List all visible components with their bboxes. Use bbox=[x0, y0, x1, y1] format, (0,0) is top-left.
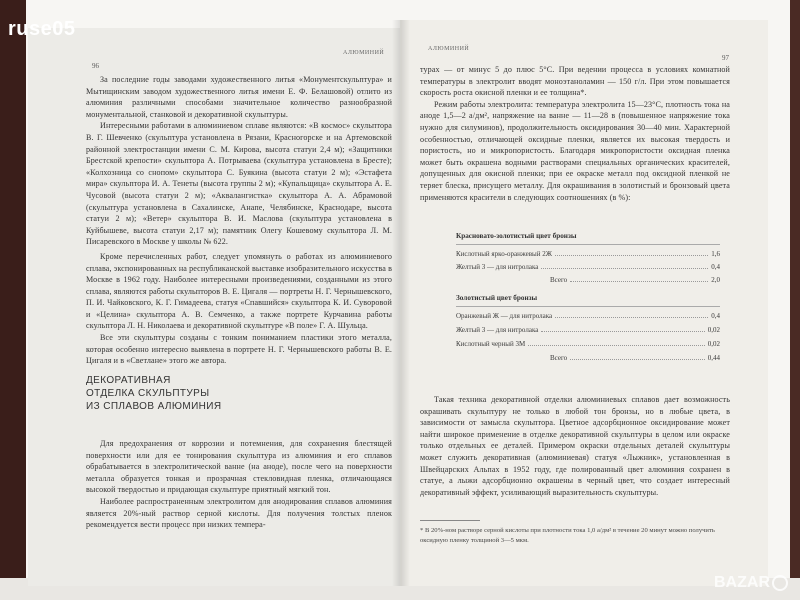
right-running-header: АЛЮМИНИЙ bbox=[428, 46, 470, 52]
brand-circle-icon bbox=[772, 575, 788, 591]
left-page bbox=[28, 28, 400, 586]
dye-name: Желтый 3 — для нитролака bbox=[456, 263, 539, 271]
brand-watermark bbox=[714, 574, 788, 592]
paragraph: Интересными работами в алюминиевом сплаве являются: «В космос» скульптора В. Г. Шевченко (скульптура установлена в Рязани, Красногорске и на Артемовской районной электростанции имени С. М. Кирова, высота статуи 2,4 м); «Защитники Брестской крепости» скульптора А. Потрываева (скульптура установлена в Бресте); «Колхозница со снопом» скульптора С. Буякина (высота статуи 2 м); «Эстафета мира» скульптора И. А. Тенеты (высота группы 2 м); «Купальщица» скульптора А. Е. Чусовой (высота статуи 2 м); «Аквалангистка» скульптора А. А. Абрамовой (скульптура установлена в Сахалинске, Анапе, Челябинске, Краснодаре, высота статуи 2 м); «Ветер» скульптора В. И. Маслова (скульптура установлена в Куйбышеве, высота статуи 2,17 м); памятник Олегу Кошевому скульптора Л. М. Писаревского в Москве у школы № 622. bbox=[86, 121, 392, 247]
left-body-text-2 bbox=[86, 438, 392, 531]
dye-percent: 0,44 bbox=[707, 354, 720, 362]
dye-percent: 0,4 bbox=[711, 263, 720, 271]
dye-name: Всего bbox=[550, 354, 568, 362]
left-body-text bbox=[86, 74, 392, 367]
table-title-reddish-gold: Красновато-золотистый цвет бронзы bbox=[456, 232, 577, 240]
paragraph: Для предохранения от коррозии и потемнения, для сохранения блестящей поверхности или для ее тонирования скульптура из алюминия и его сплавов обрабатывается в электролитической ванне (на аноде), после чего на поверхности металла образуется тонкая и прозрачная стекловидная пленка, отличающаяся высокой твердостью и придающая скульптуре приятный мягкий тон. bbox=[86, 439, 392, 495]
paragraph: Кроме перечисленных работ, следует упомянуть о работах из алюминиевого сплава, экспонированных на республиканской выставке изобразительного искусства в Москве в 1962 году. Наиболее интересными произведениями, созданными из этого сплава, являются работы скульпторов В. Е. Цигаля — портреты Н. Г. Чернышевского, П. И. Чайковского, К. Г. Гимадеева, статуя «Спавшийся» скульптора К. И. Суворовой и «Целина» скульптора А. В. Семченко, а также портрете Курчавина работы скульптора Л. Н. Николаева и декоративной скульптуре «В поле» Г. А. Шульца. bbox=[86, 251, 392, 331]
right-body-text bbox=[420, 64, 730, 203]
section-heading-line: ДЕКОРАТИВНАЯ bbox=[86, 375, 171, 386]
table-title-gold: Золотистый цвет бронзы bbox=[456, 294, 538, 302]
dye-percent: 0,4 bbox=[711, 312, 720, 320]
dye-percent: 1,6 bbox=[711, 250, 720, 258]
table-row bbox=[456, 263, 720, 271]
left-page-number: 96 bbox=[92, 62, 99, 70]
dye-percent: 2,0 bbox=[711, 276, 720, 284]
dye-percent: 0,02 bbox=[707, 326, 720, 334]
dye-name: Желтый 3 — для нитролака bbox=[456, 326, 539, 334]
dye-name: Всего bbox=[550, 276, 568, 284]
section-heading-line: ОТДЕЛКА СКУЛЬПТУРЫ bbox=[86, 388, 210, 399]
right-page bbox=[400, 20, 768, 586]
table-rule bbox=[456, 306, 720, 307]
brand-watermark-text: BAZAR bbox=[714, 574, 770, 591]
site-watermark: ruse05 bbox=[8, 18, 76, 40]
dye-name: Кислотный черный 3М bbox=[456, 340, 526, 348]
paragraph: За последние годы заводами художественного литья «Монументскульптура» и Мытищинским заводом художественного литья имени Е. Ф. Белашовой) отлито из алюминия различными способами значительное количество разнообразной монументальной, станковой и декоративной скульптуры. bbox=[86, 75, 392, 119]
section-heading-line: ИЗ СПЛАВОВ АЛЮМИНИЯ bbox=[86, 401, 222, 412]
dye-percent: 0,02 bbox=[707, 340, 720, 348]
footnote: * В 20%-ном растворе серной кислоты при плотности тока 1,0 а/дм² в течение 20 минут можно получить оксидную пленку толщиной 3—5 мкм. bbox=[420, 527, 715, 544]
book-cover-left bbox=[0, 0, 26, 600]
left-running-header: АЛЮМИНИЙ bbox=[343, 50, 385, 56]
table-row bbox=[456, 312, 720, 320]
table-row bbox=[456, 340, 720, 348]
right-body-text-2 bbox=[420, 394, 730, 498]
paragraph: Такая техника декоративной отделки алюминиевых сплавов дает возможность окрашивать скульптуру не только в любой тон бронзы, но в любые цвета, в зависимости от замысла скульптора. Цветное адсорбционное оксидирование может найти широкое применение в отделке декоративной скульптуры в целом или окраске только отдельных ее деталей. Примером окраски отдельных деталей скульптуры может служить декоративная (алюминиевая) статуя «Лыжник», установленная в Швейцарских Альпах в 1952 году, где полированный цвет алюминия сохранен в статуе, а лыжи адсорбционно окрашены в черный цвет, что создает интересный декоративный эффект, усиливающий выразительность скульптуры. bbox=[420, 395, 730, 497]
dye-name: Кислотный ярко-оранжевый 2Ж bbox=[456, 250, 553, 258]
table-rule bbox=[456, 244, 720, 245]
table-row-total bbox=[550, 354, 720, 362]
book-cover-right bbox=[790, 0, 800, 600]
table-row-total bbox=[550, 276, 720, 284]
paragraph: турах — от минус 5 до плюс 5°С. При ведении процесса в условиях комнатной температуры в электролит вводят моноэтаноламин — 150 г/л. При этом повышается скорость роста окисной пленки и ее толщина*. bbox=[420, 65, 730, 98]
paragraph: Наиболее распространенным электролитом для анодирования сплавов алюминия является 20%-ный раствор серной кислоты. Для получения толстых пленок рекомендуется вести процесс при низких темпера- bbox=[86, 496, 392, 530]
paragraph: Режим работы электролита: температура электролита 15—23°С, плотность тока на аноде 1,5—2 а/дм², напряжение на ванне — 11—28 в (повышенное напряжение тока нужно для силуминов), продолжительность оксидирования 30—40 мин. Характерной особенностью, отличающей оксидные пленки, является их высокая твердость и пористость, но и микропористость. Благодаря микропористости оксидная пленка может быть окрашена водными растворами специальных органических красителей, допущенных для окисной пленки; при ее окраске металл под оксидной пленкой не теряет блеска, присущего металлу. Для окрашивания в золотистый и бронзовый цвета применяются красители в следующих соотношениях (в %): bbox=[420, 99, 730, 202]
paragraph: Все эти скульптуры созданы с тонким пониманием пластики этого металла, которая особенно интересно выявлена в портрете Н. Г. Чернышевского работы В. Е. Цигаля и в «Светлане» этого же автора. bbox=[86, 333, 392, 366]
section-heading bbox=[86, 374, 222, 413]
dye-name: Оранжевый Ж — для нитролака bbox=[456, 312, 553, 320]
footnote-rule bbox=[420, 520, 480, 521]
right-page-number: 97 bbox=[722, 54, 729, 62]
table-row bbox=[456, 250, 720, 258]
book-gutter bbox=[392, 20, 410, 586]
table-row bbox=[456, 326, 720, 334]
